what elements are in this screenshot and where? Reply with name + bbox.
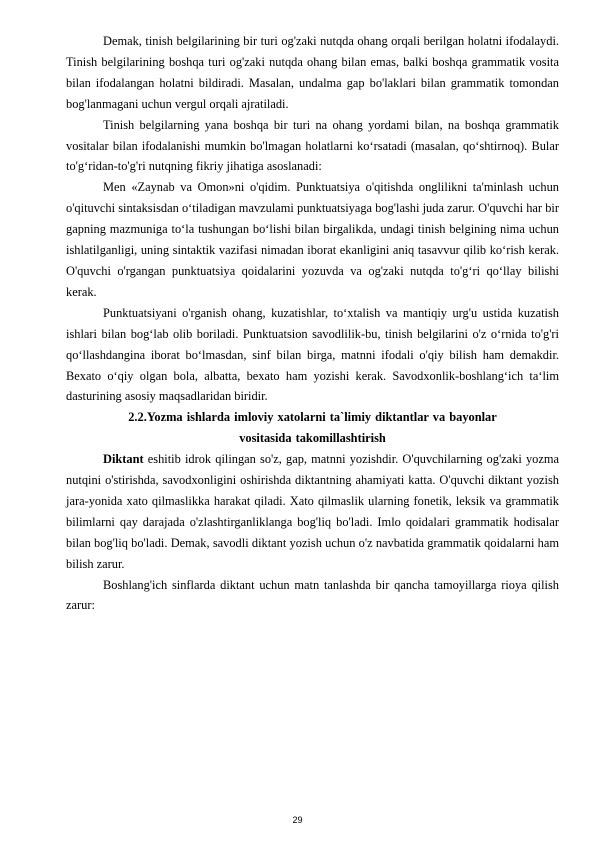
paragraph-text-selection: Boshlang'ich sinflarda diktant uchun matn tanlashda bir qancha tamoyillarga rioya qilish zarur: <box>66 577 559 613</box>
paragraph-punctuation-teaching: Men «Zaynab va Omon»ni o'qidim. Punktuatsiya o'qitishda onglilikni ta'minlash uchun o'qituvchi sintaksisdan o‘tiladigan mavzulami punktuatsiyaga bog'lashi juda zarur. O'quvchi har bir gapning mazmuniga to‘la tushungan bo‘lishi bilan birgalikda, undagi tinish belgining nima uchun ishlatilganligi, uning sintaktik vazifasi nimadan iborat ekanligini aniq tasavvur qilib ko‘rish kerak. O'quvchi o'rgangan punktuatsiya qoidalarini yozuvda va og'zaki nutqda to'g‘ri qo‘llay bilishi kerak. <box>66 180 559 299</box>
paragraph-punctuation-intonation: Demak, tinish belgilarining bir turi og'zaki nutqda ohang orqali berilgan holatni ifodalaydi. Tinish belgilarining boshqa turi og'zaki nutqda ohang bilan emas, balki boshqa grammatik vosita bilan ifodalangan holatni bildiradi. Masalan, undalma gap bo'laklari bilan grammatik tomondan bog'lanmagani uchun vergul orqali ajratiladi. <box>66 34 559 111</box>
page-number: 29 <box>292 815 303 825</box>
section-heading <box>66 407 559 449</box>
section-heading-line-1: 2.2.Yozma ishlarda imloviy xatolarni ta`limiy diktantlar va bayonlar <box>128 410 497 425</box>
diktant-definition-text: eshitib idrok qilingan so'z, gap, matnni yozishdir. O'quvchilarning og'zaki yozma nutqini o'stirishda, savodxonligini oshirishda diktantning ahamiyati katta. O'quvchi diktant yozish jara-yonida xato qilmaslikka harakat qiladi. Xato qilmaslik ularning fonetik, leksik va grammatik bilimlarni qay darajada o'zlashtirganliklanga bog'liq bo'ladi. Imlo qoidalari grammatik hodisalar bilan bog'liq bo'ladi. Demak, savodli diktant yozish uchun o'z navbatida grammatik qoidalarni ham bilish zarur. <box>66 452 559 571</box>
paragraph-punctuation-literacy: Punktuatsiyani o'rganish ohang, kuzatishlar, to‘xtalish va mantiqiy urg'u ustida kuzatish ishlari bilan bog‘lab olib boriladi. Punktuatsion savodlilik-bu, tinish belgilarini o'z o‘rnida to'g'ri qo‘llashdangina iborat bo‘lmasdan, sinf bilan birga, matnni ifodali o'qiy bilish ham demakdir. Bexato o‘qiy olgan bola, albatta, bexato ham yozishi kerak. Savodxonlik-boshlang‘ich ta‘lim dasturining asosiy maqsadlaridan biridir. <box>66 305 559 404</box>
document-page <box>66 31 559 616</box>
term-diktant: Diktant <box>103 452 144 467</box>
section-heading-line-2: vositasida takomillashtirish <box>239 431 386 446</box>
paragraph-diktant-definition <box>66 449 559 574</box>
paragraph-punctuation-types: Tinish belgilarning yana boshqa bir turi na ohang yordami bilan, na boshqa grammatik vositalar bilan ifodalanishi mumkin bo'lmagan holatlarni ko‘rsatadi (masalan, qo‘shtirnoq). Bular to'g‘ridan-to'g'ri nutqning fikriy jihatiga asoslanadi: <box>66 117 559 174</box>
